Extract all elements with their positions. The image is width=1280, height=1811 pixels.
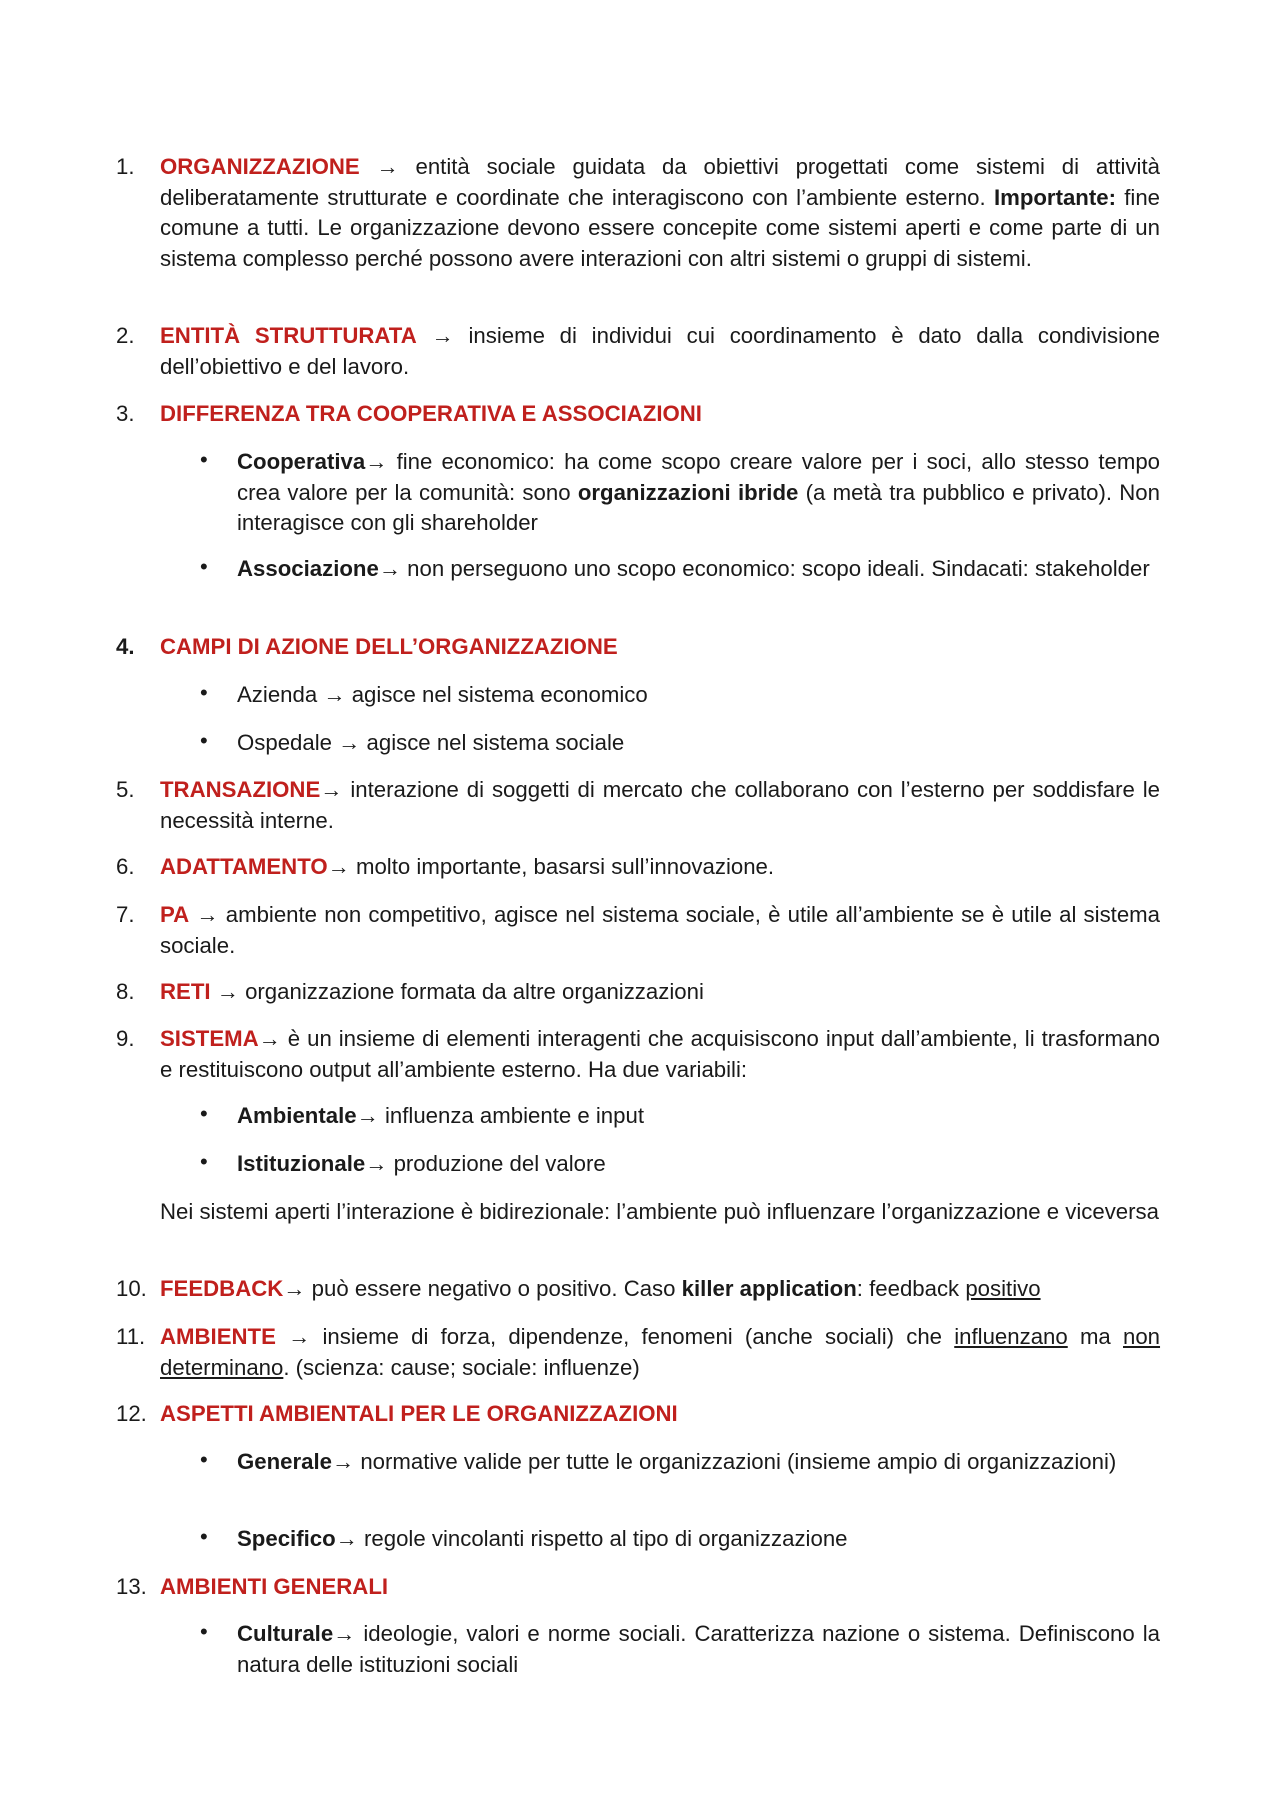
- arrow-icon: →: [216, 979, 239, 1004]
- item-text: insieme di individui cui coordinamento è dato dalla condivisione dell’obiettivo e del lavoro.: [160, 323, 1161, 379]
- list-item-1: [116, 152, 1160, 274]
- list-item-11: [116, 1322, 1161, 1383]
- bullet-term: Specifico: [237, 1526, 336, 1551]
- item-term: SISTEMA: [160, 1026, 259, 1051]
- item-term: ADATTAMENTO: [160, 854, 328, 879]
- bullet-icon: •: [200, 447, 208, 472]
- item-term: TRANSAZIONE: [160, 777, 321, 802]
- paragraph: Nei sistemi aperti l’interazione è bidirezionale: l’ambiente può influenzare l’organizzazione e viceversa: [160, 1199, 1159, 1224]
- arrow-icon: →: [327, 854, 350, 879]
- item-text: insieme di forza, dipendenze, fenomeni (anche sociali) che: [322, 1324, 943, 1349]
- arrow-icon: →: [283, 1276, 306, 1301]
- item-term: FEEDBACK: [160, 1276, 284, 1301]
- item-term: AMBIENTE: [160, 1324, 276, 1349]
- item-number: 4.: [116, 634, 135, 659]
- bullet-term: Istituzionale: [237, 1151, 366, 1176]
- bullet-term: Culturale: [237, 1621, 334, 1646]
- list-item-3: [116, 399, 1160, 430]
- arrow-icon: →: [365, 449, 388, 474]
- item-number: 9.: [116, 1026, 135, 1051]
- item-number: 12.: [116, 1401, 147, 1426]
- bullet-icon: •: [200, 1619, 208, 1644]
- item-term: RETI: [160, 979, 211, 1004]
- arrow-icon: →: [323, 682, 346, 707]
- bullet-term: Generale: [237, 1449, 332, 1474]
- arrow-icon: →: [320, 777, 343, 802]
- arrow-icon: →: [356, 1103, 379, 1128]
- bullet-item: [200, 1619, 1160, 1680]
- bullet-item: [200, 1524, 1160, 1555]
- item-underline: influenzano: [954, 1324, 1068, 1349]
- item-number: 11.: [116, 1324, 146, 1349]
- bullet-item: [200, 680, 1160, 711]
- arrow-icon: →: [258, 1026, 281, 1051]
- bullet-icon: •: [200, 1101, 208, 1126]
- arrow-icon: →: [376, 154, 399, 179]
- list-item-8: [116, 977, 1160, 1008]
- arrow-icon: →: [431, 323, 454, 348]
- list-item-9: [116, 1024, 1160, 1085]
- item-number: 10.: [116, 1276, 147, 1301]
- item-term: ENTITÀ STRUTTURATA: [160, 323, 417, 348]
- list-item-2: [116, 321, 1161, 382]
- arrow-icon: →: [365, 1151, 388, 1176]
- bullet-term: Associazione: [237, 556, 379, 581]
- bullet-text: normative valide per tutte le organizzazioni (insieme ampio di organizzazioni): [360, 1449, 1117, 1474]
- item-text: : feedback: [856, 1276, 960, 1301]
- item-number: 8.: [116, 979, 135, 1004]
- item-term: PA: [160, 902, 190, 927]
- item-number: 1.: [116, 154, 135, 179]
- bullet-item: [200, 728, 1160, 759]
- bullet-item: [200, 1149, 1160, 1180]
- arrow-icon: →: [378, 556, 401, 581]
- bullet-text: fine economico: ha come scopo creare valore per i soci, allo stesso tempo crea valore per la comunità: sono: [237, 449, 1160, 505]
- bullet-icon: •: [200, 1149, 208, 1174]
- item-text: ambiente non competitivo, agisce nel sistema sociale, è utile all’ambiente se è utile al sistema sociale.: [160, 902, 1160, 958]
- item-text: . (scienza: cause; sociale: influenze): [283, 1354, 640, 1380]
- bullet-text: non perseguono uno scopo economico: scopo ideali. Sindacati: stakeholder: [407, 556, 1150, 581]
- item-number: 5.: [116, 777, 135, 802]
- item-term: DIFFERENZA TRA COOPERATIVA E ASSOCIAZIONI: [160, 401, 702, 426]
- item-bold: killer application: [681, 1276, 857, 1301]
- item-text: può essere negativo o positivo. Caso: [311, 1276, 676, 1301]
- bullet-text: (a metà tra pubblico e privato). Non interagisce con gli shareholder: [237, 479, 1160, 535]
- bullet-item: [200, 1101, 1160, 1132]
- item-term: CAMPI DI AZIONE DELL’ORGANIZZAZIONE: [160, 634, 618, 659]
- bullet-label: Ospedale: [237, 730, 332, 755]
- bullet-label: Azienda: [237, 682, 318, 707]
- list-item-13: [116, 1572, 1160, 1603]
- arrow-icon: →: [338, 730, 361, 755]
- item-number: 13.: [116, 1574, 147, 1599]
- item-term: ORGANIZZAZIONE: [160, 154, 360, 179]
- item-text: è un insieme di elementi interagenti che acquisiscono input dall’ambiente, li trasformano e restituiscono output all’ambiente esterno. Ha due variabili:: [160, 1026, 1160, 1082]
- item-underline: non determinano: [160, 1324, 1161, 1380]
- list-item-4: [116, 632, 1160, 663]
- item-text: ma: [1079, 1324, 1111, 1349]
- item-text: entità sociale guidata da obiettivi progettati come sistemi di attività deliberatamente strutturate e coordinate che interagiscono con l’ambiente esterno.: [160, 154, 1160, 210]
- arrow-icon: →: [335, 1526, 358, 1551]
- list-item-12: [116, 1399, 1160, 1430]
- bullet-icon: •: [200, 554, 208, 579]
- bullet-item: [200, 1447, 1160, 1478]
- bullet-item: [200, 554, 1160, 585]
- arrow-icon: →: [331, 1449, 355, 1474]
- item-number: 2.: [116, 323, 135, 348]
- item-underline: positivo: [965, 1276, 1041, 1301]
- item-number: 7.: [116, 902, 135, 927]
- bullet-text: agisce nel sistema economico: [351, 682, 648, 707]
- list-item-5: [116, 775, 1160, 836]
- bullet-bold: organizzazioni ibride: [577, 479, 799, 505]
- item-term: AMBIENTI GENERALI: [160, 1574, 389, 1599]
- bullet-term: Ambientale: [237, 1103, 357, 1128]
- bullet-text: produzione del valore: [393, 1151, 606, 1176]
- list-item-7: [116, 900, 1160, 961]
- item-text: interazione di soggetti di mercato che collaborano con l’esterno per soddisfare le necessità interne.: [160, 777, 1160, 833]
- bullet-term: Cooperativa: [237, 449, 366, 474]
- bullet-text: agisce nel sistema sociale: [366, 730, 625, 755]
- arrow-icon: →: [196, 902, 219, 927]
- bullet-icon: •: [200, 1447, 208, 1472]
- bullet-text: regole vincolanti rispetto al tipo di organizzazione: [364, 1526, 848, 1551]
- bullet-text: influenza ambiente e input: [384, 1103, 644, 1128]
- list-item-6: [116, 852, 1160, 883]
- bullet-icon: •: [200, 680, 208, 705]
- item-text: molto importante, basarsi sull’innovazione.: [355, 854, 775, 879]
- item-number: 6.: [116, 854, 135, 879]
- item-number: 3.: [116, 401, 135, 426]
- item-bold: Importante:: [993, 184, 1116, 210]
- bullet-icon: •: [200, 1524, 208, 1549]
- item-text: organizzazione formata da altre organizzazioni: [245, 979, 704, 1004]
- arrow-icon: →: [288, 1324, 311, 1349]
- item-text: fine comune a tutti. Le organizzazione devono essere concepite come sistemi aperti e come parte di un sistema complesso perché possono avere interazioni con altri sistemi o gruppi di sistemi.: [160, 184, 1160, 271]
- bullet-item: [200, 447, 1160, 539]
- bullet-icon: •: [200, 728, 208, 753]
- list-item-10: [116, 1274, 1160, 1305]
- item-term: ASPETTI AMBIENTALI PER LE ORGANIZZAZIONI: [160, 1401, 678, 1426]
- bullet-text: ideologie, valori e norme sociali. Caratterizza nazione o sistema. Definiscono la natura delle istituzioni sociali: [237, 1621, 1160, 1677]
- arrow-icon: →: [333, 1621, 356, 1646]
